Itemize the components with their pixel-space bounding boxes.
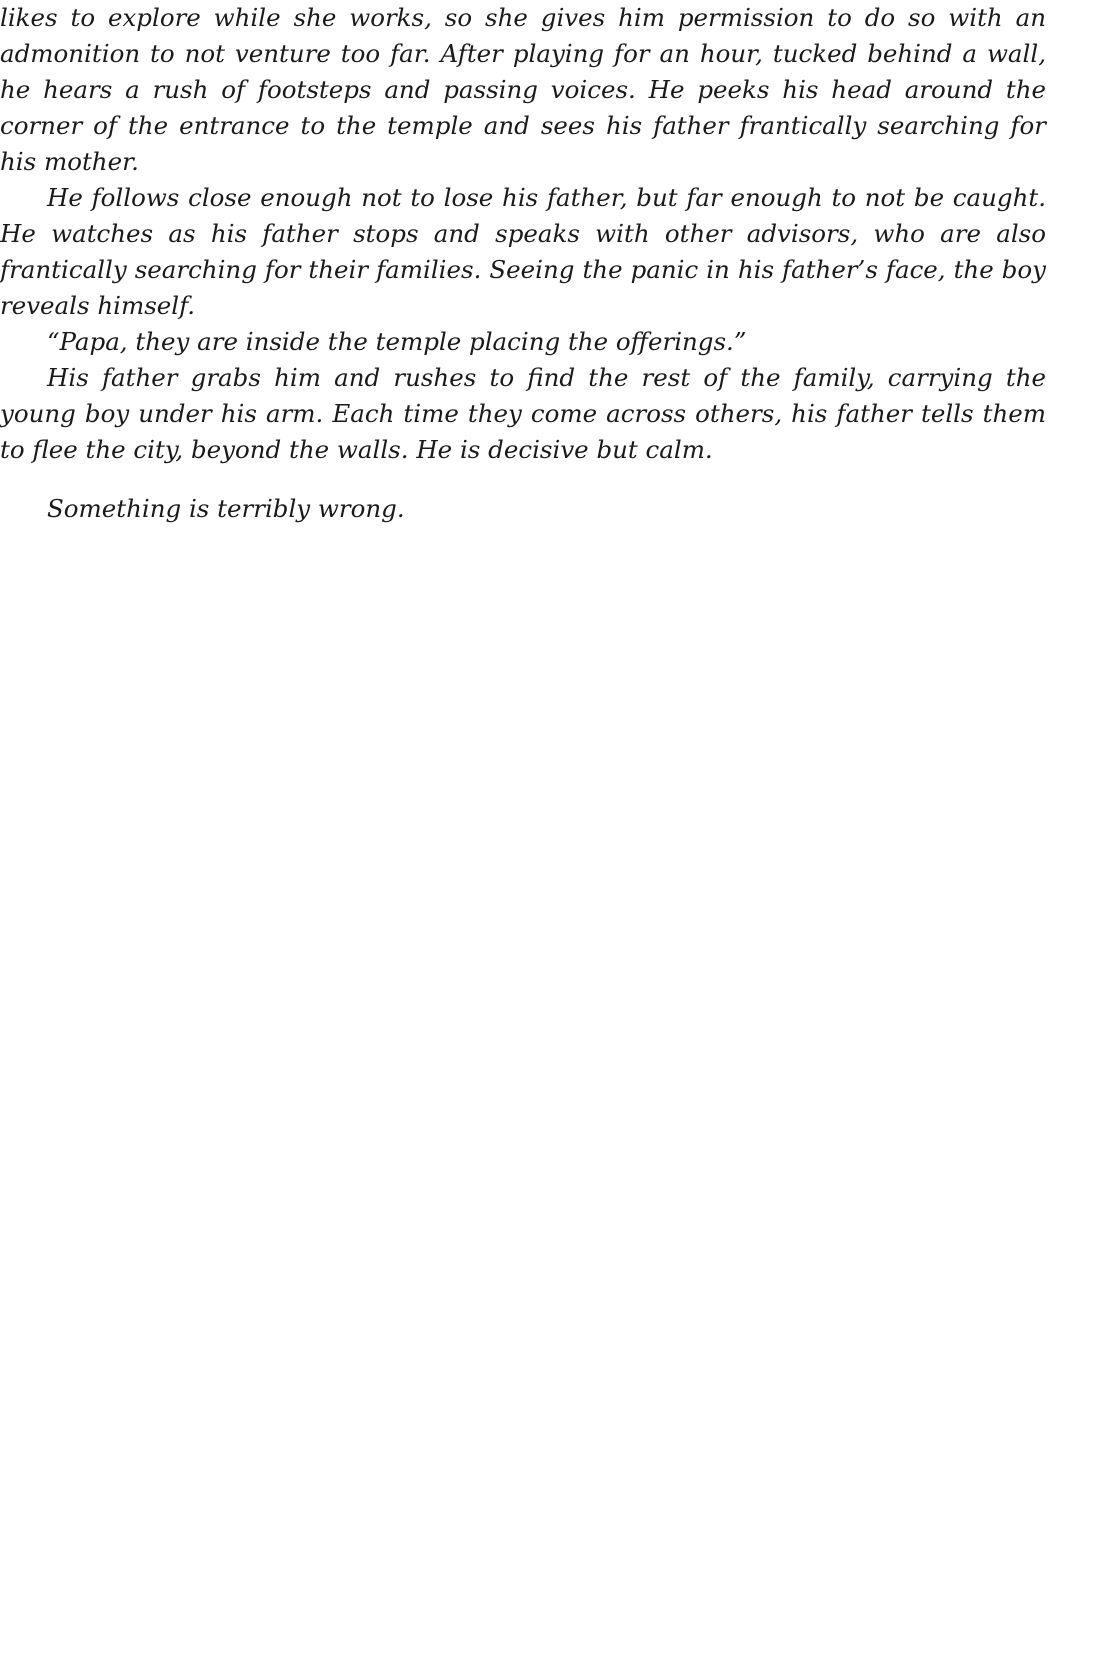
paragraph-3: “Papa, they are inside the temple placing the offerings.”: [47, 327, 747, 356]
paragraph-1: likes to explore while she works, so she gives him permission to do so with an admonition to not venture too far. After playing for an hour, tucked behind a wall, he hears a rush of footsteps and passing voices. He peeks his head around the corner of the entrance to the temple and sees his father frantically searching for his mother.: [0, 3, 1046, 176]
paragraph-5: Something is terribly wrong.: [47, 494, 405, 523]
paragraph-2: He follows close enough not to lose his father, but far enough to not be caught. He watches as his father stops and speaks with other advisors, who are also frantically searching for their families. Seeing the panic in his father’s face, the boy reveals himself.: [0, 183, 1046, 320]
page-text: [0, 0, 1046, 527]
paragraph-4: His father grabs him and rushes to find the rest of the family, carrying the young boy under his arm. Each time they come across others, his father tells them to flee the city, beyond the walls. He is decisive but calm.: [0, 363, 1046, 464]
